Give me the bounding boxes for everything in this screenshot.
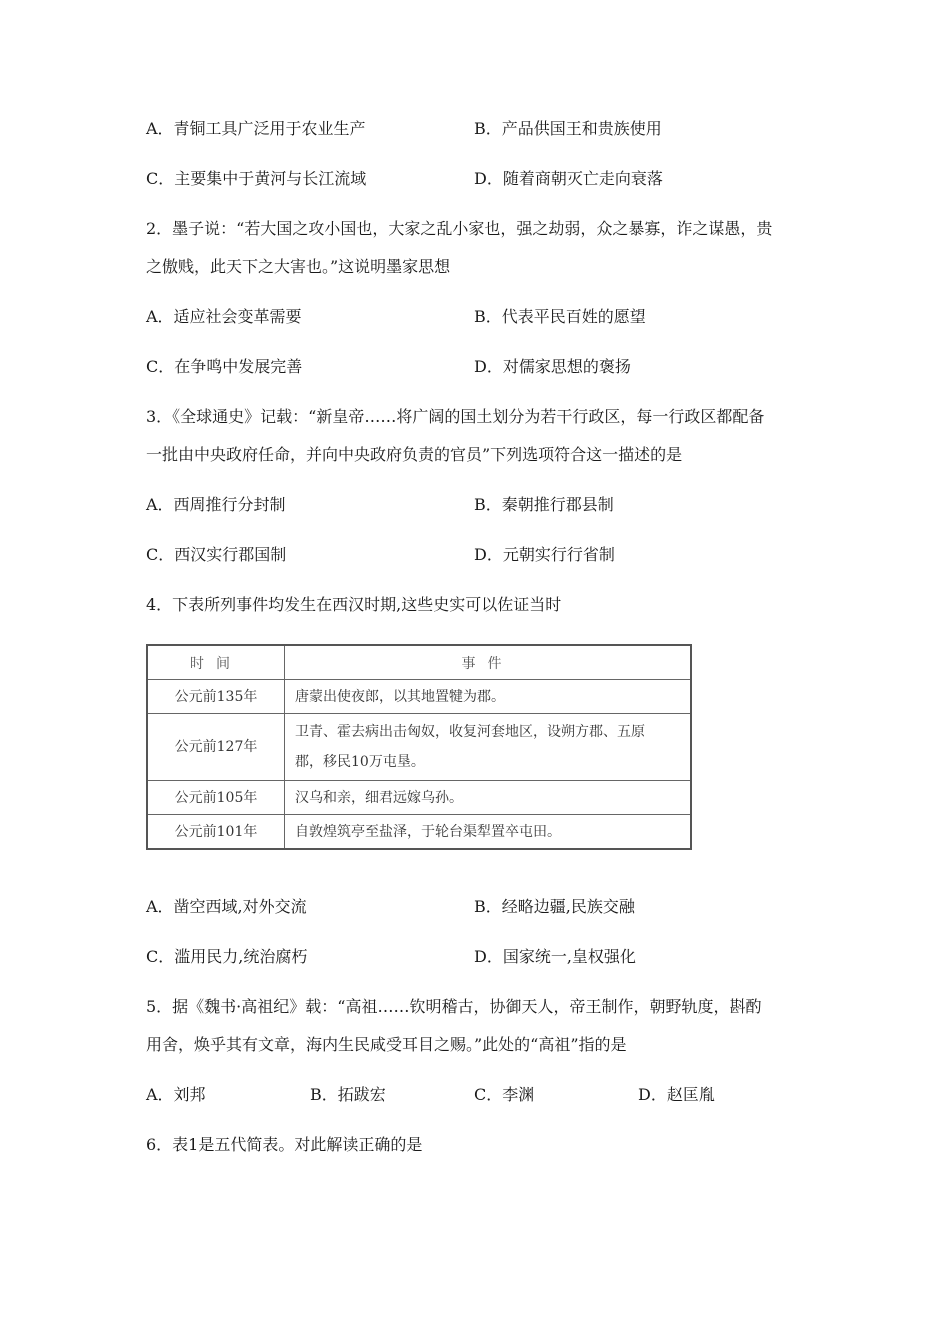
q5-option-a: A．刘邦: [146, 1085, 206, 1104]
q5-option-c: C．李渊: [474, 1085, 535, 1104]
q5-stem-line2: 用舍，焕乎其有文章，海内生民咸受耳目之赐。”此处的“高祖”指的是: [146, 1035, 627, 1054]
table-cell-time: 公元前101年: [147, 815, 285, 850]
q2-stem-line1: 2．墨子说：“若大国之攻小国也，大家之乱小家也，强之劫弱，众之暴寡，诈之谋愚，贵: [146, 219, 773, 238]
q1-option-a: A．青铜工具广泛用于农业生产: [146, 119, 366, 138]
table-cell-time: 公元前135年: [147, 680, 285, 714]
table-cell-event-line2: 郡，移民10万屯垦。: [295, 754, 425, 770]
q3-option-c: C．西汉实行郡国制: [146, 545, 287, 564]
q4-option-d: D．国家统一,皇权强化: [474, 947, 636, 966]
table-cell-event-line1: 卫青、霍去病出击匈奴，收复河套地区，设朔方郡、五原: [295, 724, 645, 740]
q4-option-b: B．经略边疆,民族交融: [474, 897, 635, 916]
q1-option-b: B．产品供国王和贵族使用: [474, 119, 662, 138]
q3-option-a: A．西周推行分封制: [146, 495, 286, 514]
table-cell-time: 公元前105年: [147, 781, 285, 815]
q4-option-c: C．滥用民力,统治腐朽: [146, 947, 308, 966]
q2-option-c: C．在争鸣中发展完善: [146, 357, 303, 376]
table-cell-event: 自敦煌筑亭至盐泽，于轮台渠犁置卒屯田。: [285, 815, 692, 850]
q3-stem-line2: 一批由中央政府任命，并向中央政府负责的官员”下列选项符合这一描述的是: [146, 445, 683, 464]
q3-option-b: B．秦朝推行郡县制: [474, 495, 614, 514]
q3-option-d: D．元朝实行行省制: [474, 545, 615, 564]
table-header-time: 时间: [147, 645, 285, 680]
table-cell-event: 唐蒙出使夜郎，以其地置犍为郡。: [285, 680, 692, 714]
q4-stem-line1: 4．下表所列事件均发生在西汉时期,这些史实可以佐证当时: [146, 595, 562, 614]
q6-stem-line1: 6．表1是五代简表。对此解读正确的是: [146, 1135, 423, 1154]
table-row: [147, 714, 691, 781]
table-row: [147, 815, 691, 850]
q4-events-table: [146, 644, 692, 850]
table-header-event: 事件: [285, 645, 692, 680]
q5-option-b: B．拓跋宏: [310, 1085, 386, 1104]
table-row: [147, 680, 691, 714]
q5-option-d: D．赵匡胤: [638, 1085, 715, 1104]
q2-stem-line2: 之傲贱，此天下之大害也。”这说明墨家思想: [146, 257, 451, 276]
table-header-row: [147, 645, 691, 680]
q5-stem-line1: 5．据《魏书·高祖纪》载：“高祖……钦明稽古，协御天人，帝王制作，朝野轨度，斟酌: [146, 997, 762, 1016]
q2-option-b: B．代表平民百姓的愿望: [474, 307, 646, 326]
table-cell-event: [285, 714, 692, 781]
table-row: [147, 781, 691, 815]
q2-option-d: D．对儒家思想的褒扬: [474, 357, 631, 376]
q4-option-a: A．凿空西域,对外交流: [146, 897, 307, 916]
table-cell-event: 汉乌和亲，细君远嫁乌孙。: [285, 781, 692, 815]
q3-stem-line1: 3．《全球通史》记载：“新皇帝……将广阔的国土划分为若干行政区，每一行政区都配备: [146, 407, 765, 426]
q2-option-a: A．适应社会变革需要: [146, 307, 302, 326]
q1-option-d: D．随着商朝灭亡走向衰落: [474, 169, 663, 188]
table-cell-time: 公元前127年: [147, 714, 285, 781]
q1-option-c: C．主要集中于黄河与长江流域: [146, 169, 367, 188]
